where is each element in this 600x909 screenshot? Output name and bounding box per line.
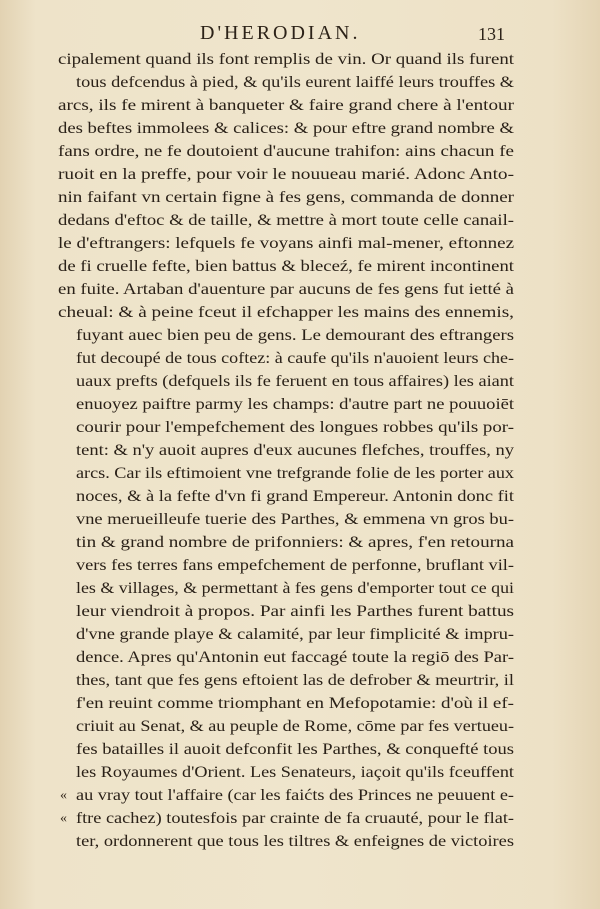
text-line: tent: & n'y auoit aupres d'eux aucunes flefches, trouffes, ny <box>76 440 515 459</box>
text-line: leur viendroit à propos. Par ainfi les Parthes furent battus <box>76 601 515 620</box>
running-head <box>0 18 600 48</box>
text-line: courir pour l'empefchement des longues robbes qu'ils por- <box>76 417 515 436</box>
text-line: ftre cachez) toutesfois par crainte de fa cruauté, pour le flat- <box>76 808 514 827</box>
text-line: les & villages, & permettant à fes gens d'emporter tout ce qui <box>76 578 514 597</box>
text-line: de fi cruelle fefte, bien battus & bleceź, fe mirent incontinent <box>58 256 514 275</box>
text-line: arcs, ils fe mirent à banqueter & faire grand chere à l'entour <box>58 95 514 114</box>
text-line: vers fes terres fans empefchement de perfonne, bruflant vil- <box>76 555 515 574</box>
text-line: dedans d'eftoc & de taille, & mettre à mort toute celle canail- <box>58 210 515 229</box>
text-line: tin & grand nombre de prifonniers: & apres, f'en retourna <box>76 532 515 551</box>
text-line: criuit au Senat, & au peuple de Rome, cōme par fes vertueu- <box>76 716 515 735</box>
text-line: tous defcendus à pied, & qu'ils eurent laiffé leurs trouffes & <box>76 72 514 91</box>
margin-quote-mark: « <box>60 788 67 803</box>
text-line: enuoyez paiftre parmy les champs: d'autre part ne pouuoiēt <box>76 394 514 413</box>
text-line: vne merueilleufe tuerie des Parthes, & emmena vn gros bu- <box>76 509 514 528</box>
text-line: uaux prefts (defquels ils fe feruent en tous affaires) les aiant <box>76 371 514 390</box>
text-line: f'en reuint comme triomphant en Mefopotamie: d'où il ef- <box>76 693 514 712</box>
text-line: cipalement quand ils font remplis de vin. Or quand ils furent <box>58 49 515 68</box>
text-line: les Royaumes d'Orient. Les Senateurs, iaçoit qu'ils fceuffent <box>76 762 514 781</box>
text-line: au vray tout l'affaire (car les faićts des Princes ne peuuent e- <box>76 785 514 804</box>
text-line: le d'eftrangers: lefquels fe voyans ainfi mal-mener, eftonnez <box>58 233 515 252</box>
text-line: fut decoupé de tous coftez: à caufe qu'ils n'auoient leurs che- <box>76 348 515 367</box>
text-line: fuyant auec bien peu de gens. Le demourant des eftrangers <box>76 325 514 344</box>
text-line: en fuite. Artaban d'auenture par aucuns de fes gens fut ietté à <box>58 279 515 298</box>
text-line: thes, tant que fes gens eftoient las de defrober & meurtrir, il <box>76 670 515 689</box>
text-line: ruoit en la preffe, pour voir le nouueau marié. Adonc Anto- <box>58 164 514 183</box>
text-line: fans ordre, ne fe doutoient d'aucune trahifon: ains chacun fe <box>58 141 515 160</box>
text-line: d'vne grande playe & calamité, par leur fimplicité & impru- <box>76 624 515 643</box>
text-line: fes batailles il auoit defconfit les Parthes, & conquefté tous <box>76 739 515 758</box>
text-line: noces, & à la fefte d'vn fi grand Empereur. Antonin donc fit <box>76 486 514 505</box>
text-line: dence. Apres qu'Antonin eut faccagé toute la regiō des Par- <box>76 647 514 666</box>
running-title: D'HERODIAN. <box>200 22 361 44</box>
text-line: nin faifant vn certain figne à fes gens, commanda de donner <box>58 187 515 206</box>
text-line: ter, ordonnerent que tous les tiltres & enfeignes de victoires <box>76 831 514 850</box>
margin-quote-mark: « <box>60 811 67 826</box>
text-line: cheual: & à peine fceut il efchapper les mains des ennemis, <box>58 302 515 321</box>
page-number: 131 <box>478 24 505 44</box>
text-line: des beftes immolees & calices: & pour eftre grand nombre & <box>58 118 514 137</box>
text-line: arcs. Car ils eftimoient vne trefgrande folie de les porter aux <box>76 463 514 482</box>
